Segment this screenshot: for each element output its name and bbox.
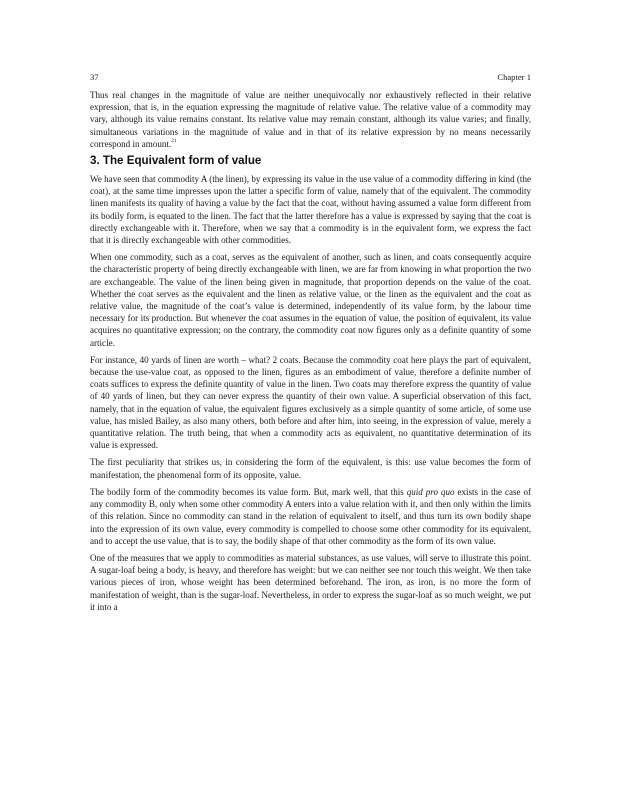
intro-paragraph xyxy=(90,89,531,150)
paragraph-equivalent-intro: We have seen that commodity A (the linen), by expressing its value in the use value of a commodity differing in kind (the coat), at the same time impresses upon the latter a specific form of value, namely that of the equivalent. The commodity linen manifests its quality of having a value by the fact that the coat, without having assumed a value form different from its bodily form, is equated to the linen. The fact that the latter therefore has a value is expressed by saying that the coat is directly exchangeable with it. Therefore, when we say that a commodity is in the equivalent form, we express the fact that it is directly exchangeable with other commodities. xyxy=(90,174,531,246)
section-heading: 3. The Equivalent form of value xyxy=(90,154,262,168)
bodily-form-text-after: exists in the case of any commodity B, only when some other commodity A enters into a value relation with it, and then only within the limits of this relation. Since no commodity can stand in the relation of equivalent to itself, and thus turn its own bodily shape into the expression of its own value, every commodity is compelled to choose some other commodity for its equivalent, and to accept the use value, that is to say, the bodily shape of that other commodity as the form of its own value. xyxy=(90,486,532,546)
chapter-label: Chapter 1 xyxy=(497,72,531,82)
paragraph-first-peculiarity: The first peculiarity that strikes us, in considering the form of the equivalent, is this: use value becomes the form of manifestation, the phenomenal form of its opposite, value. xyxy=(90,457,531,480)
footnote-marker[interactable]: 21 xyxy=(171,137,177,144)
page-number: 37 xyxy=(90,72,99,82)
intro-paragraph-text: Thus real changes in the magnitude of value are neither unequivocally nor exhaustively reflected in their relative expression, that is, in the equation expressing the magnitude of relative value. The relative value of a commodity may vary, although its value remains constant. Its relative value may remain constant, although its value varies; and finally, simultaneous variations in the magnitude of value and in that of its relative expression by no means necessarily correspond in amount. xyxy=(90,90,531,149)
paragraph-sugar-loaf: One of the measures that we apply to commodities as material substances, as use values, will serve to illustrate this point. A sugar-loaf being a body, is heavy, and therefore has weight: but we can neither see nor touch this weight. We then take various pieces of iron, whose weight has been determined beforehand. The iron, as iron, is no more the form of manifestation of weight, than is the sugar-loaf. Nevertheless, in order to express the sugar-loaf as so much weight, we put it into a xyxy=(90,552,531,612)
page-header xyxy=(90,72,531,83)
document-page xyxy=(90,72,531,618)
quid-pro-quo-italic: quid pro quo xyxy=(406,486,455,497)
paragraph-bodily-form xyxy=(90,486,531,547)
paragraph-forty-yards-linen: For instance, 40 yards of linen are worth – what? 2 coats. Because the commodity coat here plays the part of equivalent, because the use-value coat, as opposed to the linen, figures as an embodiment of value, therefore a definite number of coats suffices to express the definite quantity of value in the linen. Two coats may therefore express the quantity of value of 40 yards of linen, but they can never express the quantity of their own value. A superficial observation of this fact, namely, that in the equation of value, the equivalent figures exclusively as a simple quantity of some article, of some use value, has misled Bailey, as also many others, both before and after him, into seeing, in the expression of value, merely a quantitative relation. The truth being, that when a commodity acts as equivalent, no quantitative determination of its value is expressed. xyxy=(90,354,531,451)
paragraph-coat-serves-equivalent: When one commodity, such as a coat, serves as the equivalent of another, such as linen, and coats consequently acquire the characteristic property of being directly exchangeable with linen, we are far from knowing in what proportion the two are exchangeable. The value of the linen being given in magnitude, that proportion depends on the value of the coat. Whether the coat serves as the equivalent and the linen as relative value, or the linen as the equivalent and the coat as relative value, the magnitude of the coat’s value is determined, independently of its value form, by the labour time necessary for its production. But whenever the coat assumes in the equation of value, the position of equivalent, its value acquires no quantitative expression; on the contrary, the commodity coat now figures only as a definite quantity of some article. xyxy=(90,252,531,348)
bodily-form-text-before: The bodily form of the commodity becomes its value form. But, mark well, that this xyxy=(90,486,407,497)
